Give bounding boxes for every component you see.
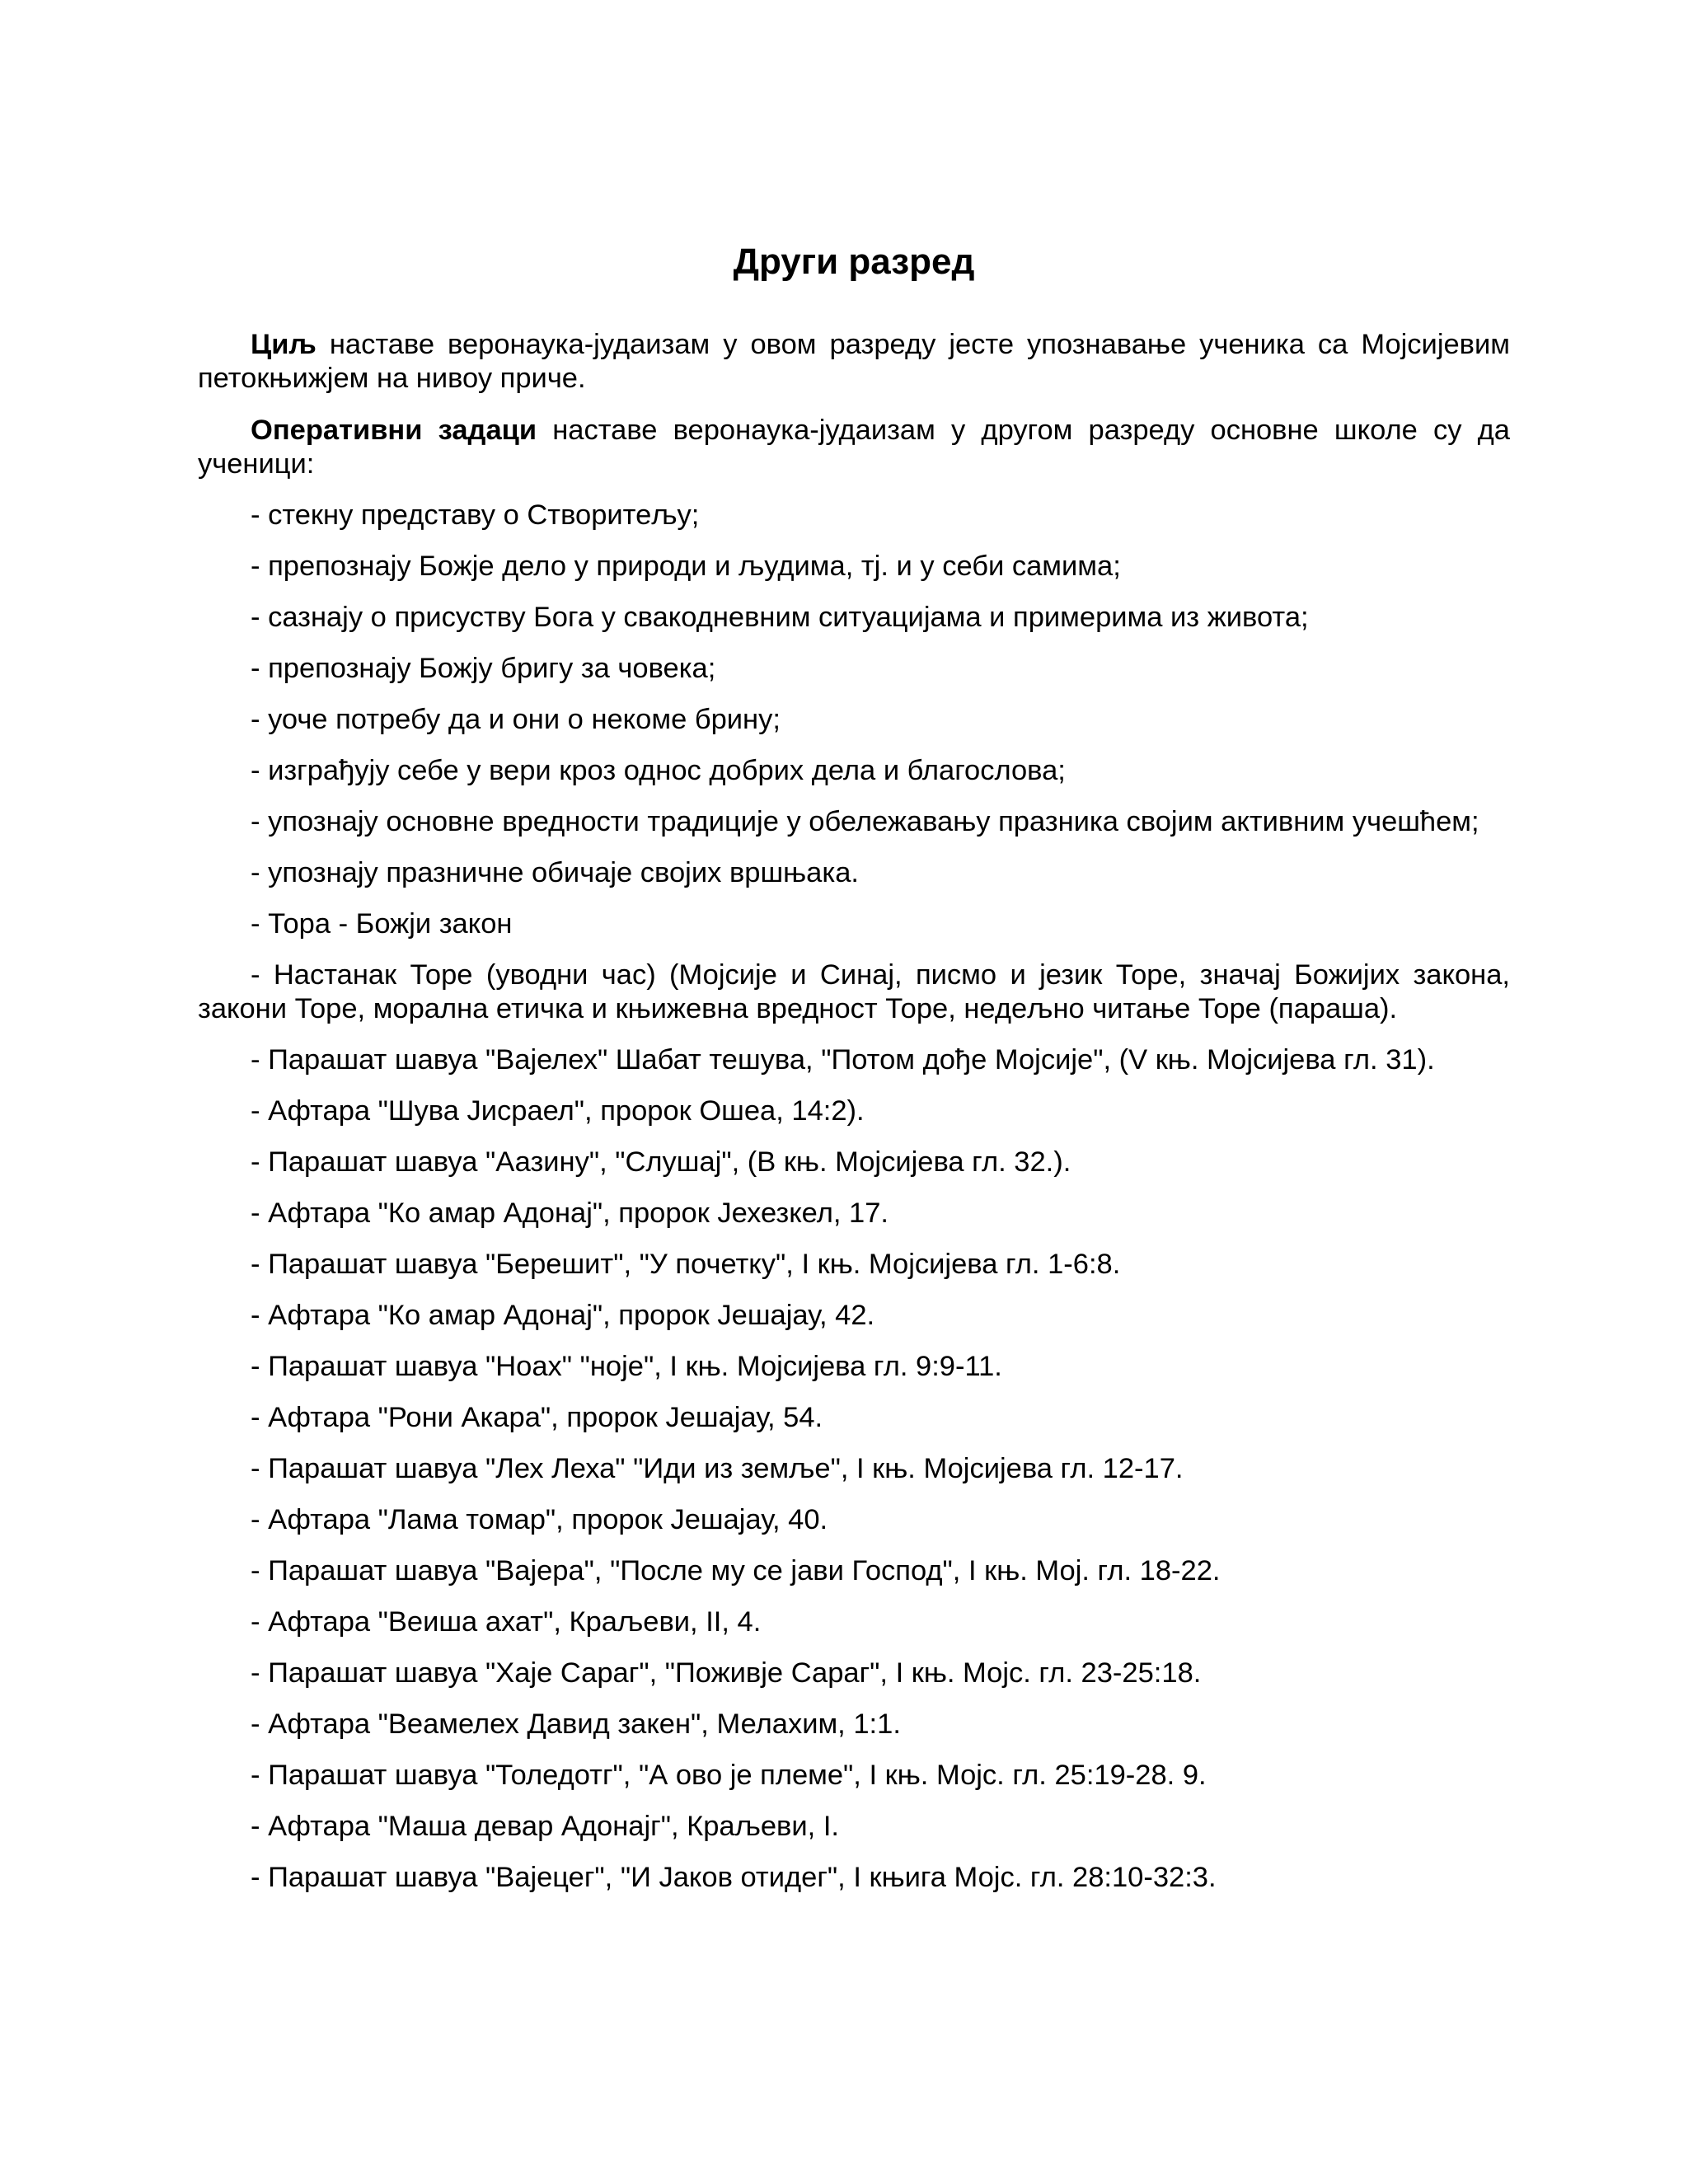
- list-item: - Афтара "Веамелех Давид закен", Мелахим, 1:1.: [251, 1708, 901, 1740]
- list-item: - Парашат шавуа "Берешит", "У почетку", I књ. Мојсијева гл. 1-6:8.: [251, 1249, 1121, 1280]
- list-item: - Настанак Торе (уводни час) (Мојсије и Синај, писмо и језик Торе, значај Божијих закона, закони Торе, морална етичка и књижевна вредност Торе, недељно читање Торе (параша).: [198, 959, 1510, 1024]
- list-item: - Парашат шавуа "Лех Леха" "Иди из земље", I књ. Мојсијева гл. 12-17.: [251, 1453, 1184, 1484]
- list-item: - Афтара "Маша девар Адонајг", Краљеви, I.: [251, 1811, 839, 1842]
- list-item: - изграђују себе у вери кроз однос добрих дела и благослова;: [251, 755, 1066, 786]
- list-item: - Парашат шавуа "Хаје Сараг", "Поживје Сараг", I књ. Мојс. гл. 23-25:18.: [251, 1657, 1202, 1689]
- list-item: - Афтара "Рони Акара", пророк Јешајау, 54.: [251, 1402, 823, 1433]
- tasks-label: Оперативни задаци: [251, 415, 537, 446]
- list-item: - упознају празничне обичаје својих вршњака.: [251, 857, 859, 888]
- list-item: - Тора - Божји закон: [251, 908, 513, 940]
- list-item: - Парашат шавуа "Вајера", "После му се јави Господ", I књ. Мој. гл. 18-22.: [251, 1555, 1221, 1586]
- list-item: - препознају Божју бригу за човека;: [251, 653, 716, 684]
- list-item: - Афтара "Шува Јисраел", пророк Ошеа, 14:2).: [251, 1095, 865, 1127]
- list-item: - Афтара "Лама томар", пророк Јешајау, 40.: [251, 1504, 828, 1535]
- item-list: [198, 499, 1510, 1895]
- list-item: - Парашат шавуа "Толедотг", "А ово је племе", I књ. Мојс. гл. 25:19-28. 9.: [251, 1760, 1207, 1791]
- list-item: - Парашат шавуа "Ноах" "ноје", I књ. Мојсијева гл. 9:9-11.: [251, 1351, 1002, 1382]
- list-item: - уоче потребу да и они о некоме брину;: [251, 704, 781, 735]
- list-item: - стекну представу о Створитељу;: [251, 499, 700, 531]
- tasks-text: наставе веронаука-јудаизам у другом разреду основне школе су да ученици:: [198, 415, 1510, 480]
- list-item: - Парашат шавуа "Вајелех" Шабат тешува, "Потом дође Мојсије", (V књ. Мојсијева гл. 31).: [251, 1044, 1435, 1076]
- list-item: - Парашат шавуа "Аазину", "Слушај", (В књ. Мојсијева гл. 32.).: [251, 1146, 1071, 1178]
- list-item: - Парашат шавуа "Вајецег", "И Јаков отидег", I књига Мојс. гл. 28:10-32:3.: [251, 1862, 1217, 1893]
- goal-text: наставе веронаука-јудаизам у овом разреду јесте упознавање ученика са Мојсијевим петокњижјем на нивоу приче.: [198, 329, 1510, 394]
- page-title: Други разред: [733, 241, 975, 282]
- list-item: - Афтара "Ко амар Адонај", пророк Јехезкел, 17.: [251, 1197, 889, 1229]
- list-item: - препознају Божје дело у природи и људима, тј. и у себи самима;: [251, 551, 1121, 582]
- tasks-paragraph: [198, 414, 1510, 481]
- document-page: [198, 237, 1510, 1895]
- goal-label: Циљ: [251, 329, 316, 360]
- list-item: - упознају основне вредности традиције у обележавању празника својим активним учешћем;: [251, 806, 1479, 837]
- goal-paragraph: [198, 328, 1510, 396]
- list-item: - Афтара "Ко амар Адонај", пророк Јешајау, 42.: [251, 1300, 875, 1331]
- list-item: - Афтара "Веиша ахат", Краљеви, II, 4.: [251, 1606, 762, 1638]
- list-item: - сазнају о присуству Бога у свакодневним ситуацијама и примерима из живота;: [251, 602, 1309, 633]
